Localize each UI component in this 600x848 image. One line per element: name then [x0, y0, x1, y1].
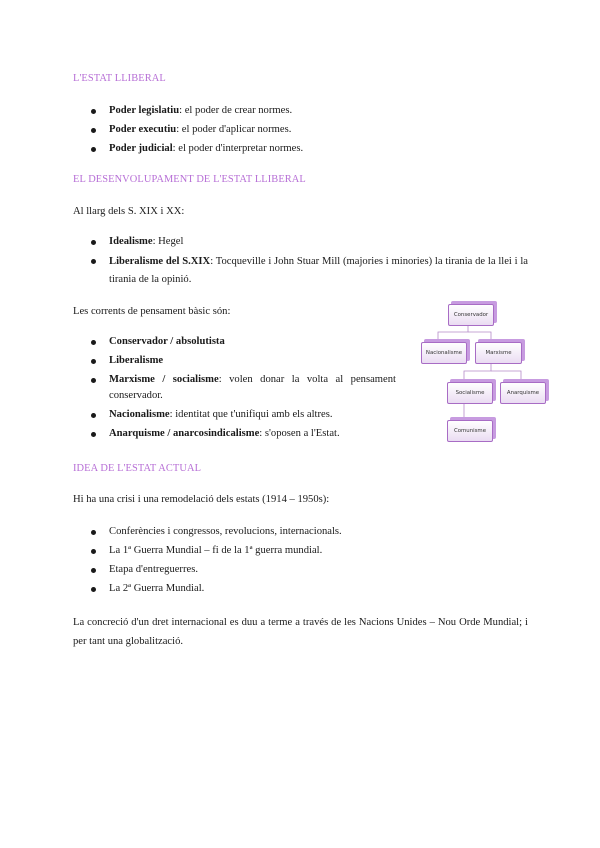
item-text: : volen donar la volta al pensament conservador.: [109, 374, 396, 401]
paragraph-intro-3: Hi ha una crisi i una remodelació dels estats (1914 – 1950s):: [73, 494, 330, 505]
bullet-icon: [91, 259, 96, 264]
bullet-icon: [91, 568, 96, 573]
item-text: : Tocqueville i John Stuar Mill (majories i minories) la tirania de la llei i la tirania de la opinió.: [109, 256, 528, 285]
item-term: Poder legislatiu: [109, 105, 180, 116]
bullet-icon: [91, 128, 96, 133]
item-text: : el poder de crear normes.: [179, 105, 293, 116]
list-item: [91, 253, 528, 289]
item-text: Conferències i congressos, revolucions, internacionals.: [109, 526, 342, 537]
bullet-icon: [91, 549, 96, 554]
powers-list: [91, 103, 303, 160]
node-marxisme: Marxisme: [475, 342, 522, 364]
list-item: [91, 524, 342, 540]
ideologies-diagram: [418, 297, 550, 447]
list-item: [91, 581, 342, 597]
item-term: Marxisme / socialisme: [109, 374, 219, 385]
events-list: [91, 524, 342, 600]
list-item: [91, 372, 396, 404]
item-text: : identitat que t'unifiqui amb els altres.: [169, 409, 333, 420]
bullet-icon: [91, 359, 96, 364]
node-socialisme: Socialisme: [447, 382, 493, 404]
bullet-icon: [91, 587, 96, 592]
list-item: [91, 103, 303, 119]
paragraph-closing: La concreció d'un dret internacional es duu a terme a través de les Nacions Unides – Nou Orde Mundial; i per tant una globalització.: [73, 617, 528, 647]
list-item: [91, 234, 528, 250]
item-term: Liberalisme: [109, 355, 164, 366]
list-item: [91, 122, 303, 138]
node-comunisme: Comunisme: [447, 420, 493, 442]
paragraph-intro-2: Les corrents de pensament bàsic són:: [73, 306, 231, 317]
list-item: [91, 141, 303, 157]
item-term: Conservador / absolutista: [109, 336, 225, 347]
currents-list: [91, 334, 396, 445]
section-heading-desenvolupament: EL DESENVOLUPAMENT DE L'ESTAT LLIBERAL: [73, 174, 306, 185]
item-term: Idealisme: [109, 236, 153, 247]
item-text: Etapa d'entreguerres.: [109, 564, 198, 575]
bullet-icon: [91, 340, 96, 345]
list-item: [91, 562, 342, 578]
item-text: La 2ª Guerra Mundial.: [109, 583, 205, 594]
bullet-icon: [91, 530, 96, 535]
bullet-icon: [91, 147, 96, 152]
item-text: La 1ª Guerra Mundial – fi de la 1ª guerra mundial.: [109, 545, 323, 556]
item-text: : el poder d'interpretar normes.: [172, 143, 304, 154]
item-text: : s'oposen a l'Estat.: [259, 428, 340, 439]
list-item: [91, 353, 396, 369]
list-item: [91, 407, 396, 423]
bullet-icon: [91, 413, 96, 418]
item-text: : el poder d'aplicar normes.: [176, 124, 292, 135]
node-conservador: Conservador: [448, 304, 494, 326]
node-nacionalisme: Nacionalisme: [421, 342, 467, 364]
bullet-icon: [91, 109, 96, 114]
item-term: Nacionalisme: [109, 409, 170, 420]
ideologies-list: [91, 234, 528, 292]
section-heading-estat-actual: IDEA DE L'ESTAT ACTUAL: [73, 463, 202, 474]
item-term: Poder judicial: [109, 143, 173, 154]
paragraph-intro: Al llarg dels S. XIX i XX:: [73, 206, 185, 217]
item-text: : Hegel: [152, 236, 184, 247]
bullet-icon: [91, 432, 96, 437]
list-item: [91, 543, 342, 559]
node-anarquisme: Anarquisme: [500, 382, 546, 404]
list-item: [91, 334, 396, 350]
item-term: Anarquisme / anarcosindicalisme: [109, 428, 260, 439]
list-item: [91, 426, 396, 442]
bullet-icon: [91, 378, 96, 383]
item-term: Liberalisme del S.XIX: [109, 256, 211, 267]
section-heading-estat-liberal: L'ESTAT LLIBERAL: [73, 73, 166, 84]
item-term: Poder executiu: [109, 124, 177, 135]
bullet-icon: [91, 240, 96, 245]
